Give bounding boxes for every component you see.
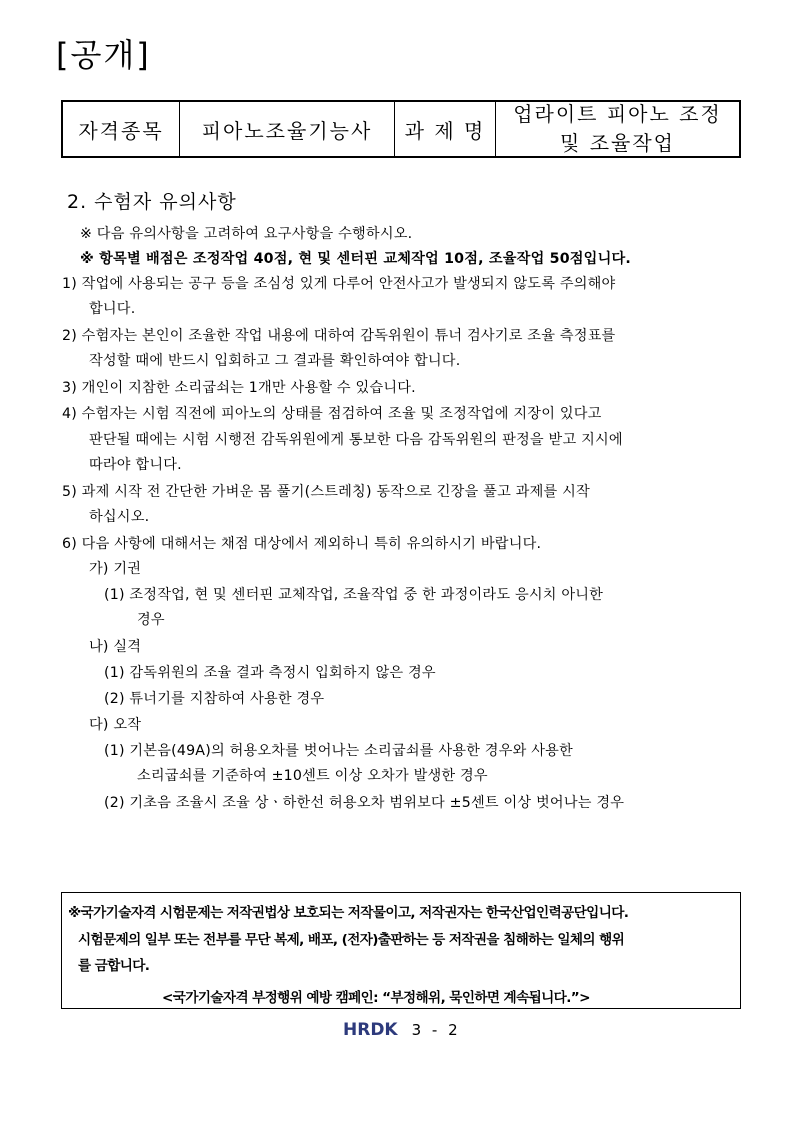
page-number: 3 - 2 — [411, 1021, 461, 1039]
hrdk-logo: HRDK — [343, 1020, 398, 1040]
rule-line: 3) 개인이 지참한 소리굽쇠는 1개만 사용할 수 있습니다. — [62, 380, 416, 396]
rule-line: 6) 다음 사항에 대해서는 채점 대상에서 제외하니 특히 유의하시기 바랍니다. — [62, 536, 542, 552]
task-value-line2: 및 조율작업 — [560, 131, 675, 155]
footer — [343, 1020, 461, 1040]
rule-line: 4) 수험자는 시험 직전에 피아노의 상태를 점검하여 조율 및 조정작업에 지장이 있다고 — [62, 406, 602, 422]
sub-heading: 다) 오작 — [89, 717, 142, 733]
rule-line: 작성할 때에 반드시 입회하고 그 결과를 확인하여야 합니다. — [89, 353, 461, 369]
sub-item: (2) 튜너기를 지참하여 사용한 경우 — [104, 691, 325, 707]
note-line: ※ 다음 유의사항을 고려하여 요구사항을 수행하시오. — [80, 226, 413, 242]
sub-item: 경우 — [137, 612, 165, 628]
sub-item: (1) 감독위원의 조율 결과 측정시 입회하지 않은 경우 — [104, 665, 436, 681]
section-title: 2. 수험자 유의사항 — [67, 191, 237, 213]
task-value — [496, 102, 739, 156]
rule-line: 1) 작업에 사용되는 공구 등을 조심성 있게 다루어 안전사고가 발생되지 않도록 주의해야 — [62, 276, 616, 292]
info-table — [61, 100, 741, 158]
qualification-value: 피아노조율기능사 — [180, 102, 395, 156]
rule-line: 따라야 합니다. — [89, 457, 182, 473]
sub-item: (2) 기초음 조율시 조율 상ㆍ하한선 허용오차 범위보다 ±5센트 이상 벗어나는 경우 — [104, 795, 625, 811]
rule-line: 5) 과제 시작 전 간단한 가벼운 몸 풀기(스트레칭) 동작으로 긴장을 풀고 과제를 시작 — [62, 484, 590, 500]
rule-line: 판단될 때에는 시험 시행전 감독위원에게 통보한 다음 감독위원의 판정을 받고 지시에 — [89, 432, 623, 448]
note-line-bold: ※ 항목별 배점은 조정작업 40점, 현 및 센터핀 교체작업 10점, 조율작업 50점입니다. — [80, 251, 631, 267]
notice-line: 시험문제의 일부 또는 전부를 무단 복제, 배포, (전자)출판하는 등 저작권을 침해하는 일체의 행위 — [78, 932, 625, 948]
rule-line: 하십시오. — [89, 509, 150, 525]
campaign-line: <국가기술자격 부정행위 예방 캠페인: “부정해위, 묵인하면 계속됩니다.”> — [162, 990, 590, 1006]
sub-heading: 나) 실격 — [89, 639, 142, 655]
sub-heading: 가) 기권 — [89, 561, 142, 577]
task-value-line1: 업라이트 피아노 조정 — [513, 102, 722, 126]
notice-line: 를 금합니다. — [78, 958, 150, 974]
notice-line: ※국가기술자격 시험문제는 저작권법상 보호되는 저작물이고, 저작권자는 한국산업인력공단입니다. — [68, 905, 629, 921]
task-label: 과 제 명 — [395, 102, 496, 156]
rule-line: 합니다. — [89, 301, 136, 317]
copyright-notice — [61, 892, 741, 1009]
page-label: [공개] — [56, 36, 151, 74]
sub-item: (1) 조정작업, 현 및 센터핀 교체작업, 조율작업 중 한 과정이라도 응시치 아니한 — [104, 587, 604, 603]
sub-item: (1) 기본음(49A)의 허용오차를 벗어나는 소리굽쇠를 사용한 경우와 사용한 — [104, 743, 573, 759]
qualification-label: 자격종목 — [63, 102, 180, 156]
rule-line: 2) 수험자는 본인이 조율한 작업 내용에 대하여 감독위원이 튜너 검사기로 조율 측정표를 — [62, 328, 616, 344]
sub-item: 소리굽쇠를 기준하여 ±10센트 이상 오차가 발생한 경우 — [137, 768, 488, 784]
